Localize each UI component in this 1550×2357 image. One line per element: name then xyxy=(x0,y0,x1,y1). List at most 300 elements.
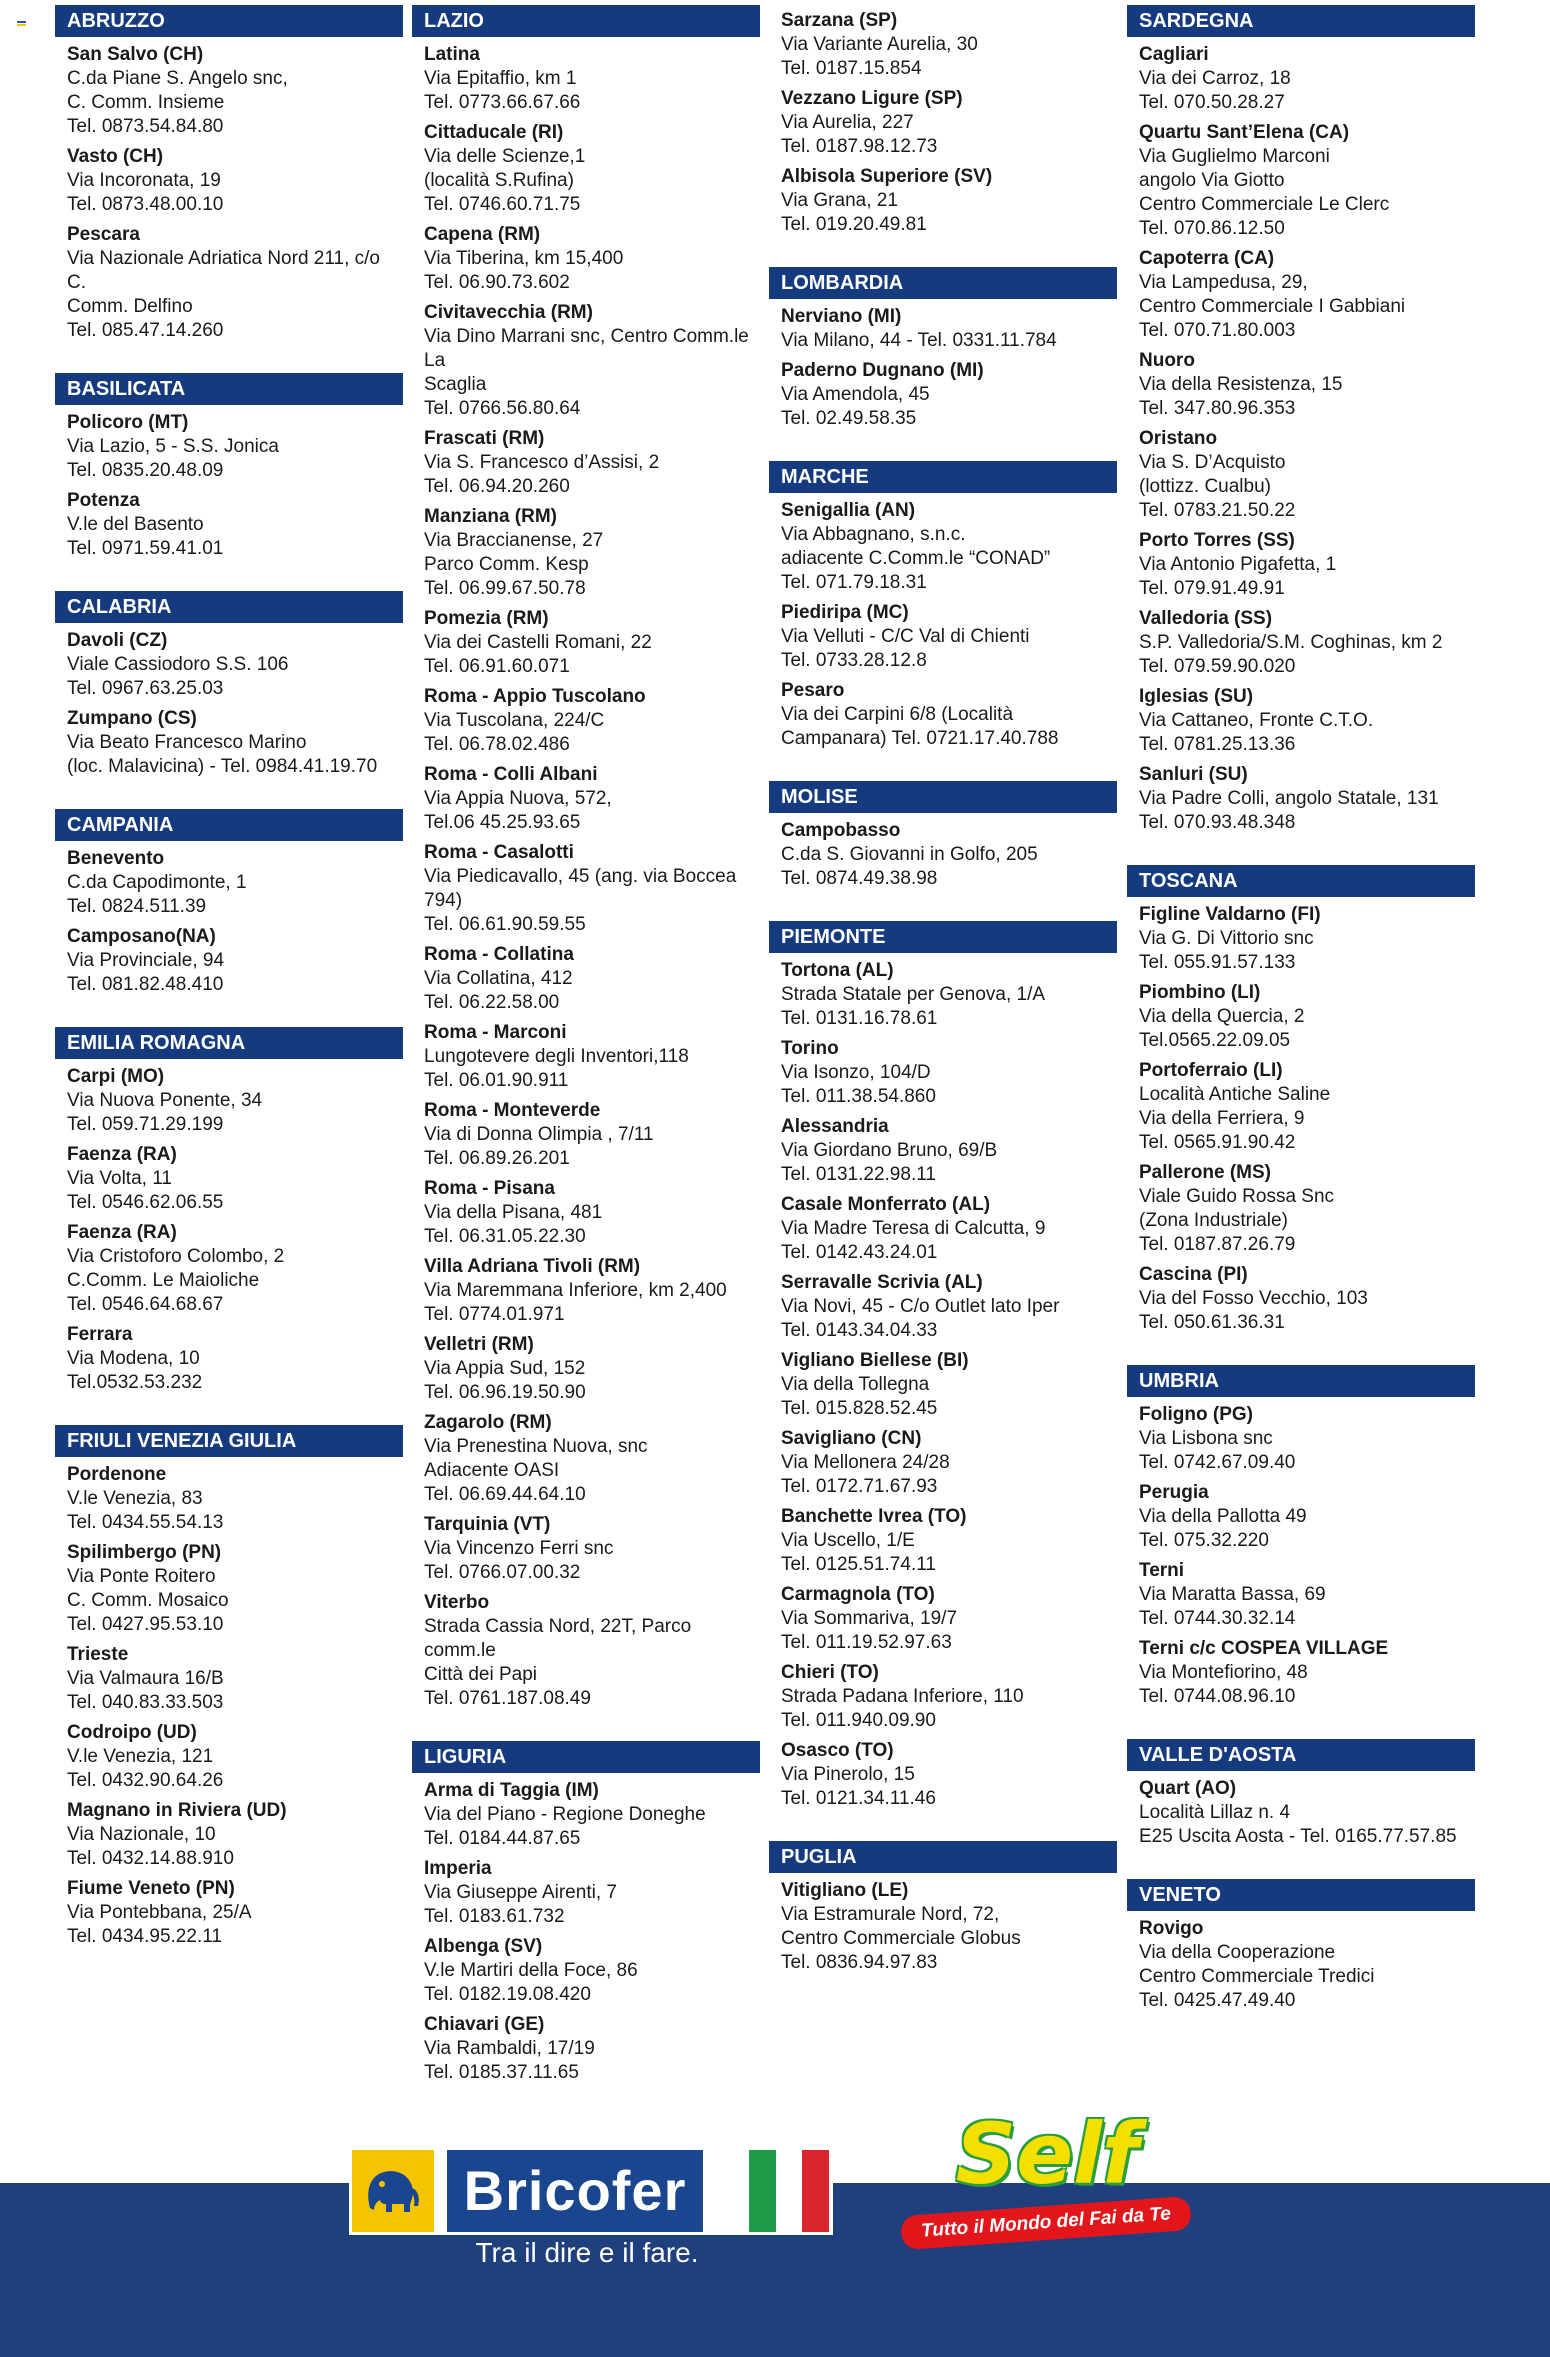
store-entry xyxy=(781,1879,1117,1975)
store-phone: Tel. 019.20.49.81 xyxy=(781,214,927,235)
store-phone: Tel. 0131.22.98.11 xyxy=(781,1164,936,1185)
store-name: Foligno (PG) xyxy=(1139,1404,1253,1425)
store-entry xyxy=(1139,43,1475,115)
store-address: Via Madre Teresa di Calcutta, 9 xyxy=(781,1218,1046,1239)
column-4 xyxy=(1127,5,1475,2043)
store-address: Via S. Francesco d’Assisi, 2 xyxy=(424,452,660,473)
store-address: Via Prenestina Nuova, snc xyxy=(424,1436,648,1457)
store-name: Roma - Pisana xyxy=(424,1178,555,1199)
store-address: Via Milano, 44 - Tel. 0331.11.784 xyxy=(781,330,1057,351)
store-address: Via Ponte Roitero xyxy=(67,1566,216,1587)
store-entry xyxy=(781,1193,1117,1265)
store-entry xyxy=(424,505,760,601)
region-section xyxy=(769,461,1117,751)
store-address: Via Rambaldi, 17/19 xyxy=(424,2038,595,2059)
store-address: E25 Uscita Aosta - Tel. 0165.77.57.85 xyxy=(1139,1826,1457,1847)
store-entry xyxy=(1139,427,1475,523)
store-phone: Tel. 0546.62.06.55 xyxy=(67,1192,224,1213)
store-entry xyxy=(67,1541,403,1637)
store-entry xyxy=(781,359,1117,431)
store-entry xyxy=(424,2013,760,2085)
store-address: Viale Cassiodoro S.S. 106 xyxy=(67,654,289,675)
store-phone: Tel. 0425.47.49.40 xyxy=(1139,1990,1296,2011)
store-address: (loc. Malavicina) - Tel. 0984.41.19.70 xyxy=(67,756,378,777)
store-phone: Tel. 070.50.28.27 xyxy=(1139,92,1285,113)
store-phone: Tel. 06.22.58.00 xyxy=(424,992,560,1013)
column-1 xyxy=(55,5,403,1979)
store-entry xyxy=(424,763,760,835)
store-entry xyxy=(1139,1161,1475,1257)
store-phone: Tel. 06.61.90.59.55 xyxy=(424,914,586,935)
store-name: Chiavari (GE) xyxy=(424,2014,545,2035)
store-name: Arma di Taggia (IM) xyxy=(424,1780,599,1801)
store-name: Iglesias (SU) xyxy=(1139,686,1254,707)
store-entry xyxy=(1139,1059,1475,1155)
store-phone: Tel. 0187.87.26.79 xyxy=(1139,1234,1296,1255)
store-phone: Tel. 0744.30.32.14 xyxy=(1139,1608,1296,1629)
store-address: Via delle Scienze,1 xyxy=(424,146,586,167)
store-address: Adiacente OASI xyxy=(424,1460,560,1481)
store-address: Via Estramurale Nord, 72, xyxy=(781,1904,1000,1925)
store-name: Codroipo (UD) xyxy=(67,1722,197,1743)
store-entry xyxy=(424,121,760,217)
region-header: EMILIA ROMAGNA xyxy=(55,1027,403,1059)
store-address: Via della Tollegna xyxy=(781,1374,930,1395)
store-phone: Tel. 0427.95.53.10 xyxy=(67,1614,224,1635)
store-phone: Tel. 02.49.58.35 xyxy=(781,408,917,429)
store-entry xyxy=(67,43,403,139)
store-phone: Tel. 0184.44.87.65 xyxy=(424,1828,581,1849)
column-3 xyxy=(769,5,1117,2005)
store-entry xyxy=(424,223,760,295)
store-address: Via Cristoforo Colombo, 2 xyxy=(67,1246,285,1267)
store-address: Comm. Delfino xyxy=(67,296,193,317)
store-address: Via della Cooperazione xyxy=(1139,1942,1336,1963)
store-phone: Tel. 0773.66.67.66 xyxy=(424,92,581,113)
store-phone: Tel. 0744.08.96.10 xyxy=(1139,1686,1296,1707)
store-entry xyxy=(67,1643,403,1715)
store-phone: Tel. 015.828.52.45 xyxy=(781,1398,938,1419)
store-entry xyxy=(424,1411,760,1507)
store-entry xyxy=(67,1323,403,1395)
store-name: Paderno Dugnano (MI) xyxy=(781,360,984,381)
store-phone: Tel. 0873.48.00.10 xyxy=(67,194,224,215)
store-phone: Tel. 0774.01.971 xyxy=(424,1304,565,1325)
store-phone: Tel.0532.53.232 xyxy=(67,1372,203,1393)
store-name: Vasto (CH) xyxy=(67,146,164,167)
store-address: Via Incoronata, 19 xyxy=(67,170,221,191)
store-address: C. Comm. Mosaico xyxy=(67,1590,229,1611)
store-phone: Tel. 06.90.73.602 xyxy=(424,272,570,293)
store-address: Via Nazionale Adriatica Nord 211, c/o C. xyxy=(67,248,380,293)
store-phone: Tel. 0873.54.84.80 xyxy=(67,116,224,137)
region-section xyxy=(1127,1365,1475,1709)
store-entry xyxy=(67,847,403,919)
store-entry xyxy=(1139,121,1475,241)
store-name: Cittaducale (RI) xyxy=(424,122,564,143)
store-address: Via Collatina, 412 xyxy=(424,968,573,989)
store-name: Pallerone (MS) xyxy=(1139,1162,1271,1183)
store-phone: Tel. 0733.28.12.8 xyxy=(781,650,927,671)
store-phone: Tel.06 45.25.93.65 xyxy=(424,812,581,833)
store-address: Strada Cassia Nord, 22T, Parco comm.le xyxy=(424,1616,692,1661)
store-address: Via Pinerolo, 15 xyxy=(781,1764,915,1785)
store-entry xyxy=(1139,1777,1475,1849)
store-phone: Tel. 0187.98.12.73 xyxy=(781,136,938,157)
store-name: Alessandria xyxy=(781,1116,889,1137)
store-entry xyxy=(67,489,403,561)
store-phone: Tel. 0182.19.08.420 xyxy=(424,1984,591,2005)
store-name: Carpi (MO) xyxy=(67,1066,165,1087)
store-address: Via della Pisana, 481 xyxy=(424,1202,603,1223)
store-address: Via Padre Colli, angolo Statale, 131 xyxy=(1139,788,1439,809)
region-header: LAZIO xyxy=(412,5,760,37)
store-address: Via Dino Marrani snc, Centro Comm.le La xyxy=(424,326,749,371)
store-name: Quartu Sant’Elena (CA) xyxy=(1139,122,1350,143)
store-address: Viale Guido Rossa Snc xyxy=(1139,1186,1335,1207)
region-section xyxy=(769,1841,1117,1975)
store-address: C.da Piane S. Angelo snc, xyxy=(67,68,288,89)
store-phone: Tel. 347.80.96.353 xyxy=(1139,398,1296,419)
store-entry xyxy=(1139,1637,1475,1709)
store-phone: Tel. 085.47.14.260 xyxy=(67,320,224,341)
store-address: Via Montefiorino, 48 xyxy=(1139,1662,1308,1683)
store-address: Via Appia Sud, 152 xyxy=(424,1358,586,1379)
store-name: Fiume Veneto (PN) xyxy=(67,1878,235,1899)
region-header: PUGLIA xyxy=(769,1841,1117,1873)
store-phone: Tel. 0142.43.24.01 xyxy=(781,1242,938,1263)
store-phone: Tel. 0143.34.04.33 xyxy=(781,1320,938,1341)
store-entry xyxy=(424,685,760,757)
store-name: Valledoria (SS) xyxy=(1139,608,1273,629)
store-phone: Tel. 055.91.57.133 xyxy=(1139,952,1296,973)
store-address: Via Beato Francesco Marino xyxy=(67,732,307,753)
store-entry xyxy=(1139,529,1475,601)
store-name: Civitavecchia (RM) xyxy=(424,302,593,323)
store-phone: Tel. 0131.16.78.61 xyxy=(781,1008,938,1029)
store-address: Via S. D’Acquisto xyxy=(1139,452,1286,473)
store-entry xyxy=(781,305,1117,353)
region-section xyxy=(55,5,403,343)
store-address: Via dei Carroz, 18 xyxy=(1139,68,1291,89)
store-address: Via Nuova Ponente, 34 xyxy=(67,1090,263,1111)
store-name: Faenza (RA) xyxy=(67,1222,177,1243)
store-name: Benevento xyxy=(67,848,165,869)
region-header: MARCHE xyxy=(769,461,1117,493)
store-name: Quart (AO) xyxy=(1139,1778,1237,1799)
store-phone: Tel. 081.82.48.410 xyxy=(67,974,224,995)
store-address: Via Maratta Bassa, 69 xyxy=(1139,1584,1326,1605)
store-phone: Tel. 050.61.36.31 xyxy=(1139,1312,1285,1333)
store-entry xyxy=(1139,763,1475,835)
store-name: Spilimbergo (PN) xyxy=(67,1542,222,1563)
store-address: C.Comm. Le Maioliche xyxy=(67,1270,260,1291)
store-entry xyxy=(67,1877,403,1949)
store-name: Roma - Colli Albani xyxy=(424,764,598,785)
store-address: Via Tiberina, km 15,400 xyxy=(424,248,624,269)
store-entry xyxy=(781,1037,1117,1109)
store-phone: Tel. 0183.61.732 xyxy=(424,1906,565,1927)
store-address: angolo Via Giotto xyxy=(1139,170,1285,191)
store-name: Terni xyxy=(1139,1560,1185,1581)
store-name: Portoferraio (LI) xyxy=(1139,1060,1283,1081)
store-name: Porto Torres (SS) xyxy=(1139,530,1295,551)
store-address: Via Epitaffio, km 1 xyxy=(424,68,577,89)
store-address: Via Antonio Pigafetta, 1 xyxy=(1139,554,1337,575)
store-entry xyxy=(67,1721,403,1793)
store-address: Via della Ferriera, 9 xyxy=(1139,1108,1305,1129)
store-phone: Tel. 0125.51.74.11 xyxy=(781,1554,936,1575)
store-phone: Tel. 0783.21.50.22 xyxy=(1139,500,1296,521)
store-name: Cagliari xyxy=(1139,44,1209,65)
store-entry xyxy=(424,301,760,421)
store-name: Serravalle Scrivia (AL) xyxy=(781,1272,983,1293)
region-header: SARDEGNA xyxy=(1127,5,1475,37)
store-entry xyxy=(781,819,1117,891)
region-header: ABRUZZO xyxy=(55,5,403,37)
store-phone: Tel. 011.38.54.860 xyxy=(781,1086,936,1107)
store-name: Capoterra (CA) xyxy=(1139,248,1275,269)
store-name: Frascati (RM) xyxy=(424,428,545,449)
region-section xyxy=(769,921,1117,1811)
store-address: Via G. Di Vittorio snc xyxy=(1139,928,1314,949)
store-name: Oristano xyxy=(1139,428,1218,449)
store-entry xyxy=(781,499,1117,595)
store-address: Via Lisbona snc xyxy=(1139,1428,1273,1449)
store-address: (Zona Industriale) xyxy=(1139,1210,1288,1231)
store-entry xyxy=(67,411,403,483)
store-phone: Tel. 079.91.49.91 xyxy=(1139,578,1285,599)
store-name: Ferrara xyxy=(67,1324,133,1345)
store-entry xyxy=(67,1799,403,1871)
store-address: Via Volta, 11 xyxy=(67,1168,172,1189)
store-name: Trieste xyxy=(67,1644,129,1665)
store-address: Via della Resistenza, 15 xyxy=(1139,374,1343,395)
store-phone: Tel. 070.86.12.50 xyxy=(1139,218,1285,239)
store-entry xyxy=(781,87,1117,159)
italian-flag-icon xyxy=(749,2150,829,2232)
store-entry xyxy=(1139,903,1475,975)
store-entry xyxy=(424,1935,760,2007)
store-phone: Tel. 075.32.220 xyxy=(1139,1530,1269,1551)
store-name: Vigliano Biellese (BI) xyxy=(781,1350,969,1371)
store-phone: Tel. 011.19.52.97.63 xyxy=(781,1632,952,1653)
store-entry xyxy=(1139,1403,1475,1475)
store-address: Via Maremmana Inferiore, km 2,400 xyxy=(424,1280,727,1301)
store-phone: Tel. 06.31.05.22.30 xyxy=(424,1226,586,1247)
store-entry xyxy=(781,1427,1117,1499)
store-address: Via Variante Aurelia, 30 xyxy=(781,34,978,55)
store-name: Tortona (AL) xyxy=(781,960,894,981)
self-slogan: Tutto il Mondo del Fai da Te xyxy=(900,2196,1192,2250)
store-address: Strada Statale per Genova, 1/A xyxy=(781,984,1046,1005)
store-phone: Tel. 06.91.60.071 xyxy=(424,656,570,677)
store-name: Potenza xyxy=(67,490,140,511)
store-entry xyxy=(67,1143,403,1215)
store-address: Via Valmaura 16/B xyxy=(67,1668,224,1689)
store-phone: Tel. 0761.187.08.49 xyxy=(424,1688,591,1709)
store-address: Via dei Castelli Romani, 22 xyxy=(424,632,652,653)
store-address: C.da S. Giovanni in Golfo, 205 xyxy=(781,844,1038,865)
store-name: Roma - Appio Tuscolano xyxy=(424,686,646,707)
store-address: C.da Capodimonte, 1 xyxy=(67,872,247,893)
store-name: Zumpano (CS) xyxy=(67,708,197,729)
store-phone: Tel. 070.93.48.348 xyxy=(1139,812,1296,833)
store-phone: Tel. 0565.91.90.42 xyxy=(1139,1132,1296,1153)
store-phone: Tel. 0766.56.80.64 xyxy=(424,398,581,419)
store-name: Latina xyxy=(424,44,480,65)
store-name: Faenza (RA) xyxy=(67,1144,177,1165)
store-phone: Tel. 011.940.09.90 xyxy=(781,1710,936,1731)
store-entry xyxy=(781,1583,1117,1655)
store-entry xyxy=(1139,349,1475,421)
store-entry xyxy=(781,1505,1117,1577)
store-phone: Tel. 0185.37.11.65 xyxy=(424,2062,579,2083)
store-entry xyxy=(424,1255,760,1327)
store-address: Via Lampedusa, 29, xyxy=(1139,272,1308,293)
region-header: PIEMONTE xyxy=(769,921,1117,953)
region-section xyxy=(55,1027,403,1395)
store-address: V.le Venezia, 121 xyxy=(67,1746,214,1767)
store-address: Via Aurelia, 227 xyxy=(781,112,914,133)
region-header: VENETO xyxy=(1127,1879,1475,1911)
store-entry xyxy=(781,679,1117,751)
store-name: Velletri (RM) xyxy=(424,1334,534,1355)
store-address: Via Cattaneo, Fronte C.T.O. xyxy=(1139,710,1374,731)
store-name: Piediripa (MC) xyxy=(781,602,909,623)
store-name: Roma - Casalotti xyxy=(424,842,574,863)
store-address: Via Provinciale, 94 xyxy=(67,950,225,971)
store-address: Centro Commerciale Tredici xyxy=(1139,1966,1375,1987)
store-name: Piombino (LI) xyxy=(1139,982,1261,1003)
store-entry xyxy=(424,1099,760,1171)
store-address: Via Novi, 45 - C/o Outlet lato Iper xyxy=(781,1296,1060,1317)
store-phone: Tel. 06.89.26.201 xyxy=(424,1148,570,1169)
store-name: Vezzano Ligure (SP) xyxy=(781,88,963,109)
store-phone: Tel. 06.01.90.911 xyxy=(424,1070,569,1091)
store-phone: Tel.0565.22.09.05 xyxy=(1139,1030,1291,1051)
store-name: Carmagnola (TO) xyxy=(781,1584,935,1605)
store-address: Centro Commerciale Le Clerc xyxy=(1139,194,1390,215)
store-address: Campanara) Tel. 0721.17.40.788 xyxy=(781,728,1059,749)
store-phone: Tel. 0434.55.54.13 xyxy=(67,1512,224,1533)
region-header: MOLISE xyxy=(769,781,1117,813)
elephant-icon xyxy=(352,2150,434,2232)
store-address: Via del Piano - Regione Doneghe xyxy=(424,1804,706,1825)
region-section xyxy=(1127,1739,1475,1849)
store-address: Via Sommariva, 19/7 xyxy=(781,1608,958,1629)
store-address: Via Giordano Bruno, 69/B xyxy=(781,1140,998,1161)
store-address: Via Isonzo, 104/D xyxy=(781,1062,931,1083)
region-section xyxy=(55,591,403,779)
store-name: Vitigliano (LE) xyxy=(781,1880,909,1901)
store-entry xyxy=(424,1857,760,1929)
store-name: Chieri (TO) xyxy=(781,1662,879,1683)
store-phone: Tel. 06.99.67.50.78 xyxy=(424,578,586,599)
store-address: Lungotevere degli Inventori,118 xyxy=(424,1046,689,1067)
store-address: Scaglia xyxy=(424,374,487,395)
store-phone: Tel. 06.78.02.486 xyxy=(424,734,570,755)
store-name: Manziana (RM) xyxy=(424,506,557,527)
store-address: Via Pontebbana, 25/A xyxy=(67,1902,252,1923)
region-section xyxy=(55,373,403,561)
store-name: Davoli (CZ) xyxy=(67,630,168,651)
self-wordmark: Self xyxy=(955,2105,1139,2203)
store-address: adiacente C.Comm.le “CONAD” xyxy=(781,548,1051,569)
store-phone: Tel. 0432.90.64.26 xyxy=(67,1770,224,1791)
store-entry xyxy=(781,601,1117,673)
store-entry xyxy=(1139,1917,1475,2013)
store-phone: Tel. 079.59.90.020 xyxy=(1139,656,1296,677)
store-entry xyxy=(1139,247,1475,343)
region-section xyxy=(769,267,1117,431)
store-phone: Tel. 0766.07.00.32 xyxy=(424,1562,581,1583)
region-section xyxy=(1127,5,1475,835)
store-address: (lottizz. Cualbu) xyxy=(1139,476,1271,497)
store-phone: Tel. 070.71.80.003 xyxy=(1139,320,1296,341)
store-address: Località Lillaz n. 4 xyxy=(1139,1802,1291,1823)
store-entry xyxy=(781,1739,1117,1811)
store-entry xyxy=(1139,1559,1475,1631)
store-entry xyxy=(781,9,1117,81)
store-name: Camposano(NA) xyxy=(67,926,216,947)
store-name: Nuoro xyxy=(1139,350,1195,371)
store-entry xyxy=(781,1661,1117,1733)
store-address: Via Uscello, 1/E xyxy=(781,1530,915,1551)
region-section xyxy=(412,5,760,1711)
store-entry xyxy=(424,1021,760,1093)
store-entry xyxy=(781,1349,1117,1421)
region-section xyxy=(412,1741,760,2085)
tagline: Tra il dire e il fare. xyxy=(475,2237,699,2268)
region-section xyxy=(1127,865,1475,1335)
store-phone: Tel. 0836.94.97.83 xyxy=(781,1952,938,1973)
store-address: Via Piedicavallo, 45 (ang. via Boccea 794) xyxy=(424,866,737,911)
store-entry xyxy=(424,1779,760,1851)
region-header: CAMPANIA xyxy=(55,809,403,841)
store-name: Savigliano (CN) xyxy=(781,1428,922,1449)
brand-name: Bricofer xyxy=(447,2150,703,2232)
store-entry xyxy=(424,607,760,679)
store-address: Via Velluti - C/C Val di Chienti xyxy=(781,626,1030,647)
store-name: San Salvo (CH) xyxy=(67,44,204,65)
store-address: Centro Commerciale I Gabbiani xyxy=(1139,296,1406,317)
region-section xyxy=(769,5,1117,237)
store-address: Via Modena, 10 xyxy=(67,1348,200,1369)
store-phone: Tel. 040.83.33.503 xyxy=(67,1692,224,1713)
store-name: Capena (RM) xyxy=(424,224,541,245)
store-entry xyxy=(424,841,760,937)
store-entry xyxy=(1139,1263,1475,1335)
store-address: V.le del Basento xyxy=(67,514,204,535)
store-address: Via Grana, 21 xyxy=(781,190,898,211)
store-address: Via Tuscolana, 224/C xyxy=(424,710,605,731)
store-name: Campobasso xyxy=(781,820,901,841)
store-entry xyxy=(1139,607,1475,679)
store-address: Via Amendola, 45 xyxy=(781,384,930,405)
store-phone: Tel. 0121.34.11.46 xyxy=(781,1788,936,1809)
region-header: VALLE D'AOSTA xyxy=(1127,1739,1475,1771)
store-entry xyxy=(424,1333,760,1405)
store-entry xyxy=(67,145,403,217)
store-phone: Tel. 0835.20.48.09 xyxy=(67,460,224,481)
store-name: Senigallia (AN) xyxy=(781,500,916,521)
store-name: Banchette Ivrea (TO) xyxy=(781,1506,967,1527)
store-phone: Tel. 071.79.18.31 xyxy=(781,572,927,593)
store-entry xyxy=(424,1513,760,1585)
store-name: Albisola Superiore (SV) xyxy=(781,166,993,187)
store-address: S.P. Valledoria/S.M. Coghinas, km 2 xyxy=(1139,632,1443,653)
